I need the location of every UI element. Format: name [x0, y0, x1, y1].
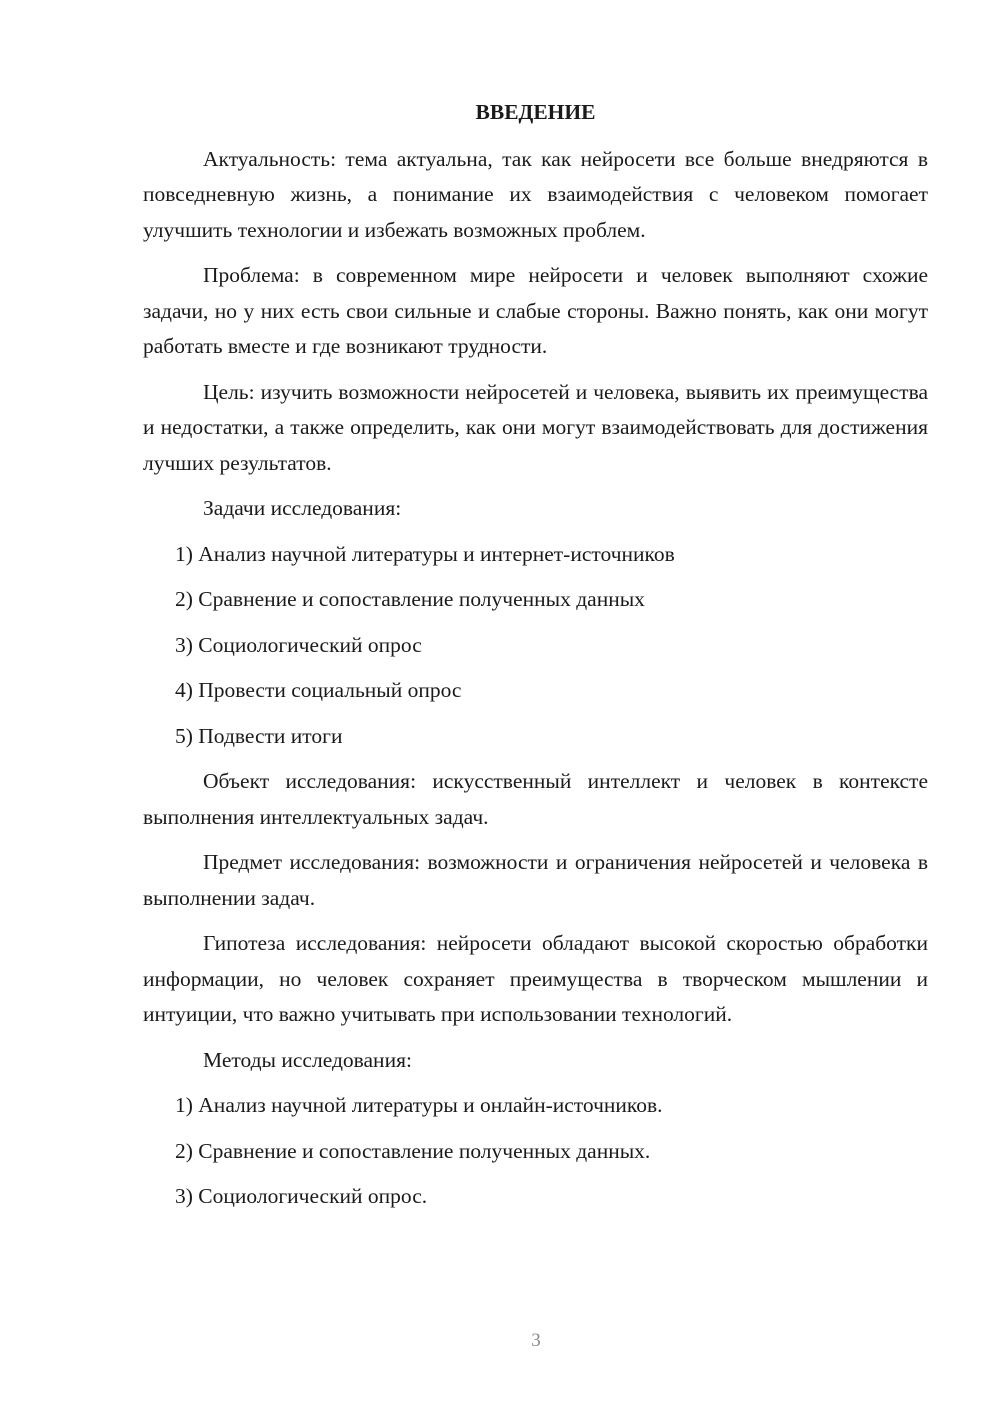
method-item: 1) Анализ научной литературы и онлайн-источников.	[175, 1093, 663, 1117]
task-item: 4) Провести социальный опрос	[175, 678, 462, 702]
method-item: 2) Сравнение и сопоставление полученных данных.	[175, 1138, 651, 1163]
page-number: 3	[531, 1330, 541, 1351]
document-title: ВВЕДЕНИЕ	[475, 100, 596, 124]
object-paragraph: Объект исследования: искусственный интеллект и человек в контексте выполнения интеллектуальных задач.	[143, 769, 928, 829]
relevance-paragraph: Актуальность: тема актуальна, так как нейросети все больше внедряются в повседневную жизнь, а понимание их взаимодействия с человеком помогает улучшить технологии и избежать возможных проблем.	[143, 146, 928, 242]
tasks-heading: Задачи исследования:	[203, 496, 402, 520]
hypothesis-paragraph: Гипотеза исследования: нейросети обладают высокой скоростью обработки информации, но человек сохраняет преимущества в творческом мышлении и интуиции, что важно учитывать при использовании технологий.	[143, 931, 928, 1026]
task-item: 5) Подвести итоги	[175, 723, 343, 748]
problem-paragraph: Проблема: в современном мире нейросети и человек выполняют схожие задачи, но у них есть свои сильные и слабые стороны. Важно понять, как они могут работать вместе и где возникают трудности.	[143, 263, 928, 358]
task-item: 3) Социологический опрос	[175, 632, 422, 657]
goal-paragraph: Цель: изучить возможности нейросетей и человека, выявить их преимущества и недостатки, а также определить, как они могут взаимодействовать для достижения лучших результатов.	[143, 379, 928, 475]
task-item: 2) Сравнение и сопоставление полученных данных	[175, 587, 645, 611]
methods-heading: Методы исследования:	[203, 1047, 412, 1072]
method-item: 3) Социологический опрос.	[175, 1184, 428, 1208]
task-item: 1) Анализ научной литературы и интернет-источников	[175, 541, 675, 566]
document-page	[143, 95, 928, 1225]
subject-paragraph: Предмет исследования: возможности и ограничения нейросетей и человека в выполнении задач.	[143, 850, 928, 910]
